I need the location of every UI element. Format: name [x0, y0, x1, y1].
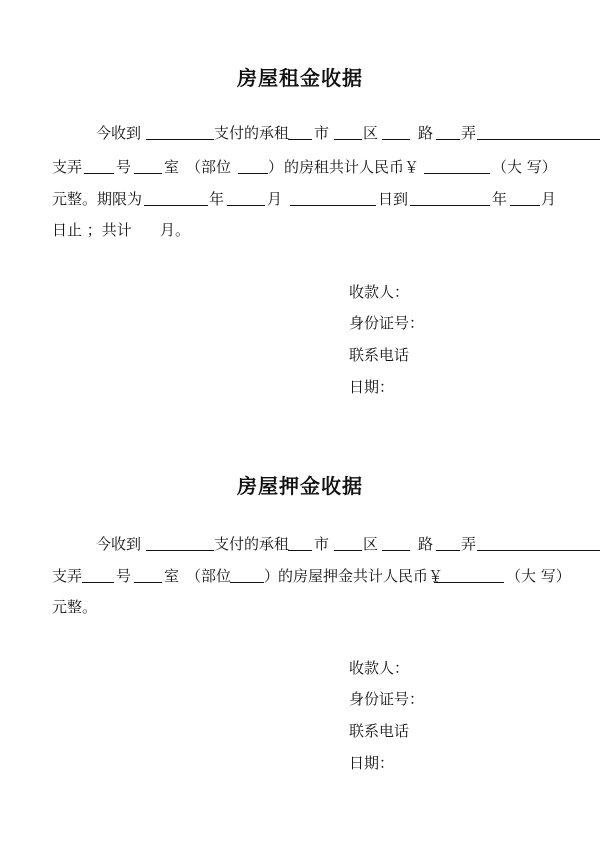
yuan-period-label: 元整。期限为 — [52, 190, 143, 208]
part-close-label: ） — [264, 567, 280, 585]
start-day-blank[interactable] — [290, 205, 376, 206]
branch-lane-label: 支弄 — [52, 158, 83, 176]
rent-receipt-title: 房屋租金收据 — [237, 66, 363, 90]
year-label: 年 — [209, 190, 225, 208]
part-close-label: ） — [268, 158, 284, 176]
payer-name-blank[interactable] — [146, 550, 214, 551]
road-label: 路 — [418, 535, 434, 553]
deposit-line-3 — [52, 597, 600, 617]
lane-blank[interactable] — [477, 139, 600, 140]
district-blank[interactable] — [334, 550, 362, 551]
deposit-amount-blank[interactable] — [434, 582, 504, 583]
lane-label: 弄 — [461, 124, 477, 142]
rent-date-label: 日期： — [349, 378, 395, 396]
year-2-label: 年 — [492, 190, 508, 208]
deposit-phone-label: 联系电话 — [349, 722, 410, 740]
district-label: 区 — [363, 124, 379, 142]
deposit-date-label: 日期： — [349, 754, 395, 772]
months-label: 月。 — [160, 221, 191, 239]
lane-blank[interactable] — [477, 550, 600, 551]
part-blank[interactable] — [230, 582, 264, 583]
district-blank[interactable] — [334, 139, 362, 140]
paid-lease-label: 支付的承租 — [214, 124, 290, 142]
uppercase-label: （大 写） — [506, 567, 571, 585]
lane-label: 弄 — [461, 535, 477, 553]
deposit-id-number-label: 身份证号： — [349, 690, 425, 708]
yuan-label: 元整。 — [52, 598, 98, 616]
rent-line-1 — [52, 123, 600, 143]
deposit-total-label: 的房屋押金共计人民币￥ — [278, 567, 444, 585]
part-open-label: （部位 — [186, 158, 232, 176]
rent-total-label: 的房租共计人民币￥ — [284, 158, 420, 176]
end-month-blank[interactable] — [510, 205, 540, 206]
received-label: 今收到 — [96, 124, 142, 142]
branch-lane-blank[interactable] — [84, 173, 114, 174]
day-to-label: 日到 — [378, 190, 409, 208]
road-label: 路 — [418, 124, 434, 142]
number-blank[interactable] — [134, 582, 162, 583]
number-label: 号 — [116, 567, 132, 585]
city-label: 市 — [314, 124, 330, 142]
rent-line-3 — [52, 189, 600, 209]
room-label: 室 — [164, 567, 180, 585]
start-year-blank[interactable] — [144, 205, 208, 206]
branch-lane-blank[interactable] — [82, 582, 114, 583]
road-blank[interactable] — [436, 550, 460, 551]
month-2-label: 月 — [541, 190, 557, 208]
rent-phone-label: 联系电话 — [349, 346, 410, 364]
month-label: 月 — [267, 190, 283, 208]
received-label: 今收到 — [96, 535, 142, 553]
number-blank[interactable] — [134, 173, 162, 174]
district-label: 区 — [363, 535, 379, 553]
room-label: 室 — [164, 158, 180, 176]
rent-line-2 — [52, 157, 600, 177]
rent-id-number-label: 身份证号： — [349, 314, 425, 332]
road-blank-pre[interactable] — [382, 139, 410, 140]
deposit-line-2 — [52, 566, 600, 586]
paid-lease-label: 支付的承租 — [214, 535, 290, 553]
deposit-payee-label: 收款人： — [349, 659, 410, 677]
uppercase-label: （大 写） — [492, 158, 557, 176]
city-blank[interactable] — [288, 139, 312, 140]
rent-line-4 — [52, 220, 600, 240]
day-end-total-label: 日止 ；共计 — [52, 221, 132, 239]
start-month-blank[interactable] — [227, 205, 265, 206]
city-blank[interactable] — [288, 550, 312, 551]
city-label: 市 — [314, 535, 330, 553]
rent-payee-label: 收款人： — [349, 283, 410, 301]
end-year-blank[interactable] — [410, 205, 490, 206]
part-open-label: （部位 — [186, 567, 232, 585]
road-blank[interactable] — [436, 139, 460, 140]
part-blank[interactable] — [238, 173, 268, 174]
branch-lane-label: 支弄 — [52, 567, 83, 585]
rent-amount-blank[interactable] — [424, 173, 490, 174]
number-label: 号 — [116, 158, 132, 176]
deposit-line-1 — [52, 534, 600, 554]
payer-name-blank[interactable] — [146, 139, 214, 140]
deposit-receipt-title: 房屋押金收据 — [237, 474, 363, 498]
road-blank-pre[interactable] — [382, 550, 410, 551]
